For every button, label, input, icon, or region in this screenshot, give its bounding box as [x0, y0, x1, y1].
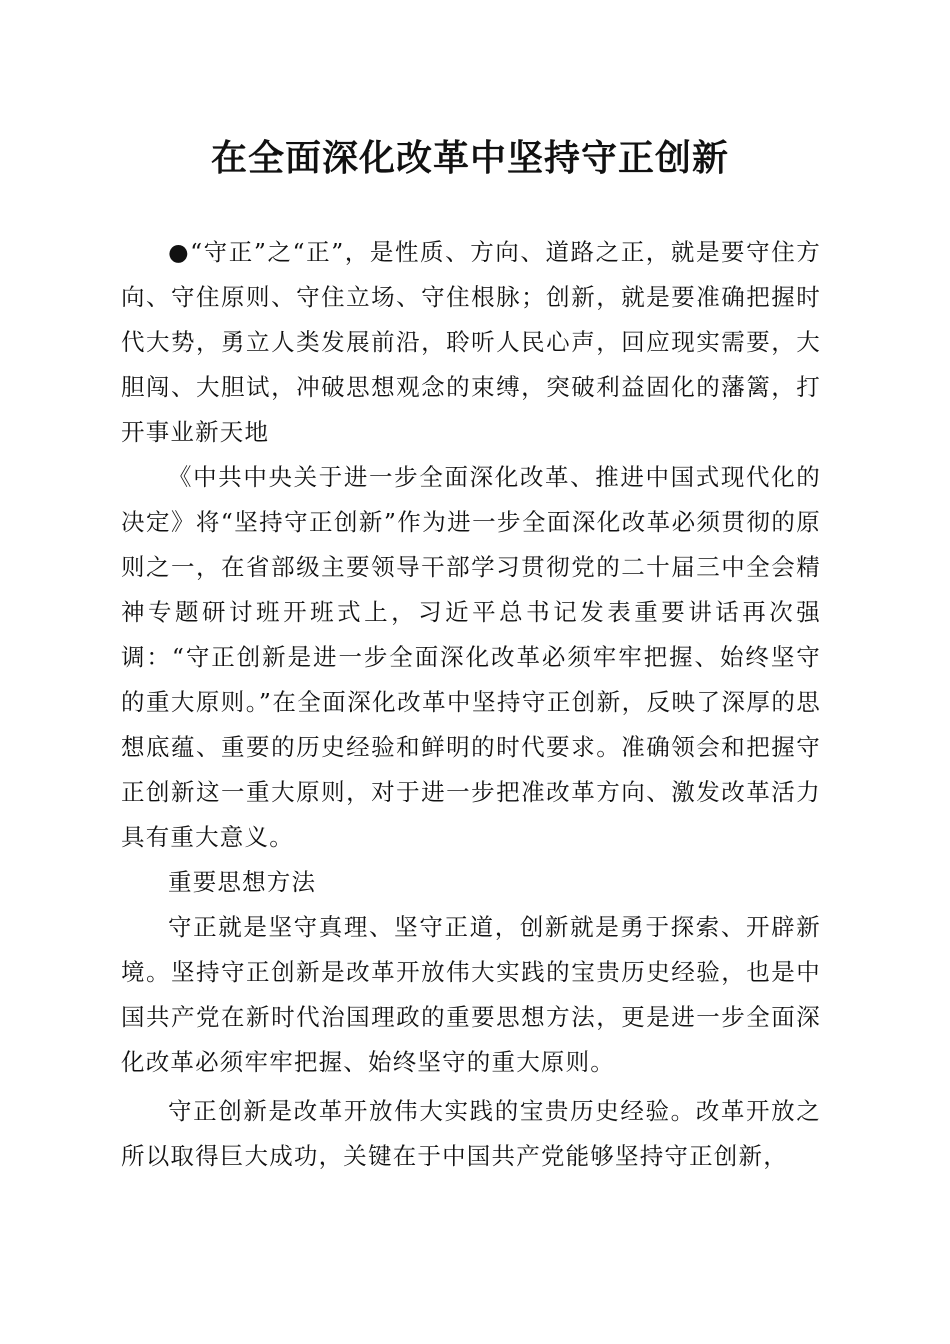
- summary-paragraph: ●“守正”之“正”，是性质、方向、道路之正，就是要守住方向、守住原则、守住立场、守住根脉；创新，就是要准确把握时代大势，勇立人类发展前沿，聆听人民心声，回应现实需要，大胆闯、大胆试，冲破思想观念的束缚，突破利益固化的藩篱，打开事业新天地: [121, 238, 821, 446]
- section-heading: 重要思想方法: [168, 868, 317, 896]
- document-body: [121, 230, 821, 1179]
- document-title: 在全面深化改革中坚持守正创新: [210, 137, 729, 179]
- body-paragraph: 守正创新是改革开放伟大实践的宝贵历史经验。改革开放之所以取得巨大成功，关键在于中国共产党能够坚持守正创新，: [121, 1097, 821, 1170]
- body-paragraph: 守正就是坚守真理、坚守正道，创新就是勇于探索、开辟新境。坚持守正创新是改革开放伟大实践的宝贵历史经验，也是中国共产党在新时代治国理政的重要思想方法，更是进一步全面深化改革必须牢牢把握、始终坚守的重大原则。: [121, 913, 821, 1076]
- body-paragraph: 《中共中央关于进一步全面深化改革、推进中国式现代化的决定》将“坚持守正创新”作为进一步全面深化改革必须贯彻的原则之一，在省部级主要领导干部学习贯彻党的二十届三中全会精神专题研讨班开班式上，习近平总书记发表重要讲话再次强调：“守正创新是进一步全面深化改革必须牢牢把握、始终坚守的重大原则。”在全面深化改革中坚持守正创新，反映了深厚的思想底蕴、重要的历史经验和鲜明的时代要求。准确领会和把握守正创新这一重大原则，对于进一步把准改革方向、激发改革活力具有重大意义。: [121, 463, 821, 851]
